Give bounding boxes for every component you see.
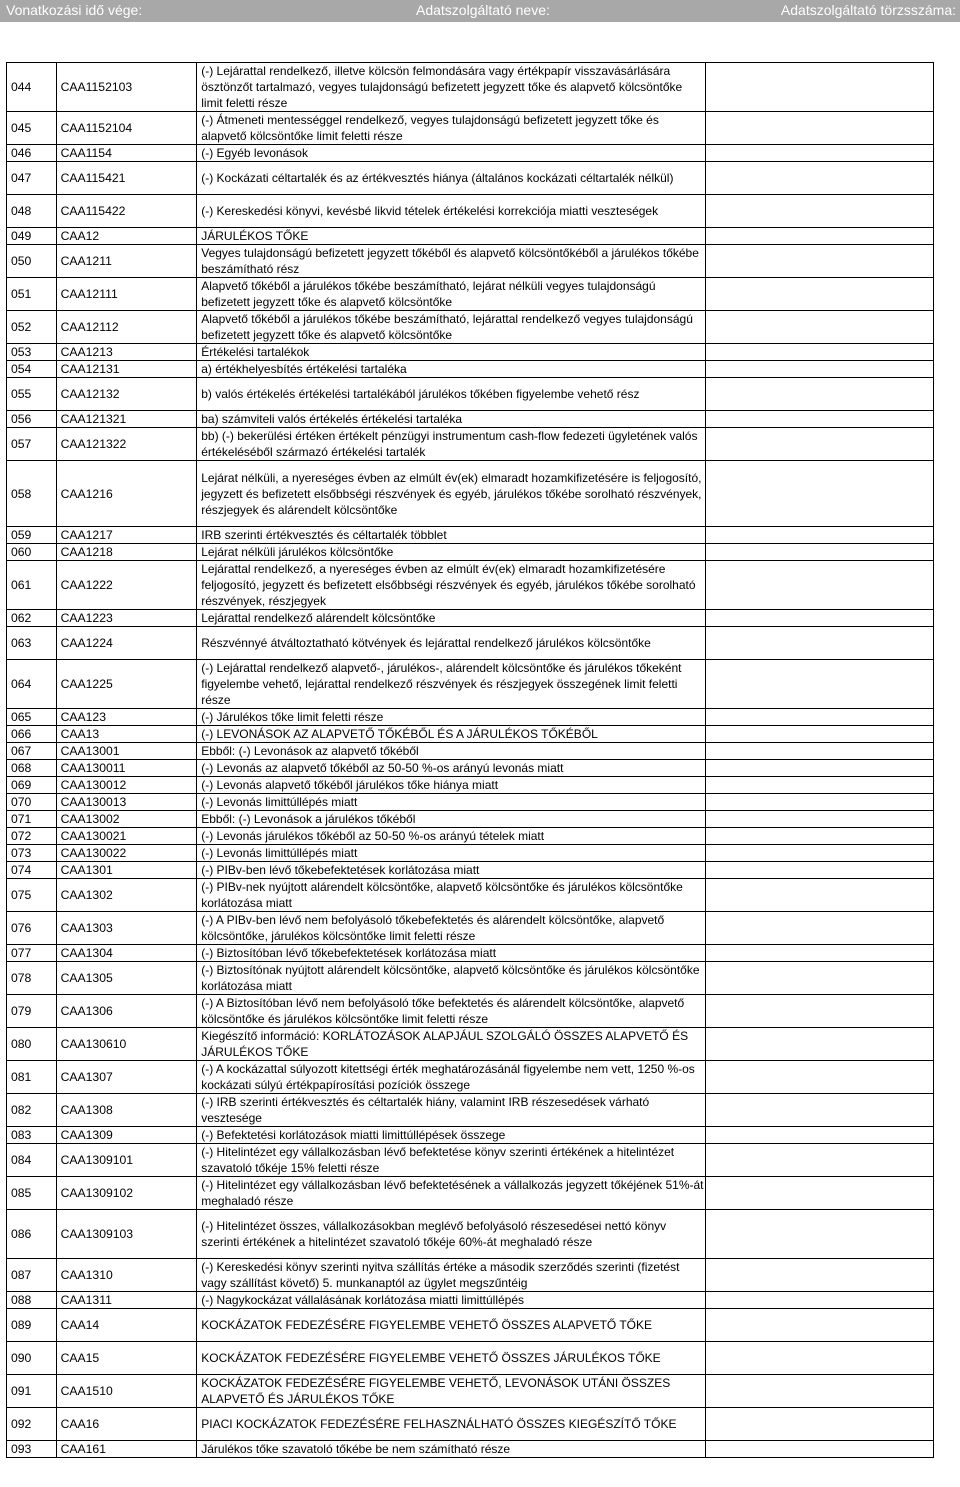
row-number: 065 [7, 709, 57, 726]
row-code: CAA1217 [56, 527, 197, 544]
row-description: KOCKÁZATOK FEDEZÉSÉRE FIGYELEMBE VEHETŐ ÖSSZES JÁRULÉKOS TŐKE [197, 1342, 706, 1375]
row-code: CAA12131 [56, 361, 197, 378]
row-number: 093 [7, 1441, 57, 1458]
row-number: 083 [7, 1127, 57, 1144]
row-description: (-) Levonás limittúllépés miatt [197, 845, 706, 862]
row-value-cell[interactable] [706, 195, 934, 228]
table-row [7, 1094, 934, 1127]
row-description: (-) Egyéb levonások [197, 145, 706, 162]
row-value-cell[interactable] [706, 1408, 934, 1441]
row-code: CAA12111 [56, 278, 197, 311]
row-value-cell[interactable] [706, 428, 934, 461]
row-value-cell[interactable] [706, 1094, 934, 1127]
row-value-cell[interactable] [706, 845, 934, 862]
table-row [7, 544, 934, 561]
table-row [7, 1177, 934, 1210]
report-header-bar [0, 0, 960, 22]
row-number: 056 [7, 411, 57, 428]
row-code: CAA1309102 [56, 1177, 197, 1210]
table-row [7, 527, 934, 544]
row-number: 050 [7, 245, 57, 278]
row-value-cell[interactable] [706, 1342, 934, 1375]
row-code: CAA130021 [56, 828, 197, 845]
table-row [7, 228, 934, 245]
table-row [7, 1061, 934, 1094]
table-row [7, 1028, 934, 1061]
row-value-cell[interactable] [706, 1259, 934, 1292]
row-code: CAA16 [56, 1408, 197, 1441]
row-number: 082 [7, 1094, 57, 1127]
table-row [7, 845, 934, 862]
row-value-cell[interactable] [706, 760, 934, 777]
row-value-cell[interactable] [706, 112, 934, 145]
row-code: CAA13002 [56, 811, 197, 828]
row-number: 092 [7, 1408, 57, 1441]
row-description: (-) A PIBv-ben lévő nem befolyásoló tőkebefektetés és alárendelt kölcsöntőke, alapvető kölcsöntőke, járulékos kölcsöntőke limit feletti része [197, 912, 706, 945]
row-number: 062 [7, 610, 57, 627]
row-number: 054 [7, 361, 57, 378]
row-description: (-) PIBv-ben lévő tőkebefektetések korlátozása miatt [197, 862, 706, 879]
table-row [7, 1259, 934, 1292]
row-code: CAA1223 [56, 610, 197, 627]
row-value-cell[interactable] [706, 995, 934, 1028]
row-value-cell[interactable] [706, 962, 934, 995]
row-value-cell[interactable] [706, 743, 934, 760]
row-number: 079 [7, 995, 57, 1028]
row-value-cell[interactable] [706, 278, 934, 311]
row-code: CAA1304 [56, 945, 197, 962]
row-value-cell[interactable] [706, 912, 934, 945]
row-value-cell[interactable] [706, 1309, 934, 1342]
row-code: CAA12 [56, 228, 197, 245]
row-code: CAA115421 [56, 162, 197, 195]
table-row [7, 1342, 934, 1375]
table-row [7, 378, 934, 411]
row-value-cell[interactable] [706, 879, 934, 912]
table-row [7, 811, 934, 828]
table-row [7, 1144, 934, 1177]
row-code: CAA130022 [56, 845, 197, 862]
row-number: 052 [7, 311, 57, 344]
row-code: CAA15 [56, 1342, 197, 1375]
table-row [7, 311, 934, 344]
capital-items-table [6, 62, 934, 1458]
row-number: 066 [7, 726, 57, 743]
row-number: 044 [7, 63, 57, 112]
row-description: bb) (-) bekerülési értéken értékelt pénzügyi instrumentum cash-flow fedezeti ügyletének valós értékeléséből származó értékelési tartalék [197, 428, 706, 461]
row-number: 061 [7, 561, 57, 610]
row-value-cell[interactable] [706, 411, 934, 428]
row-value-cell[interactable] [706, 1177, 934, 1210]
table-row [7, 743, 934, 760]
row-value-cell[interactable] [706, 63, 934, 112]
table-row [7, 561, 934, 610]
row-number: 077 [7, 945, 57, 962]
row-code: CAA1224 [56, 627, 197, 660]
row-description: Lejárattal rendelkező alárendelt kölcsöntőke [197, 610, 706, 627]
row-value-cell[interactable] [706, 862, 934, 879]
row-description: ba) számviteli valós értékelés értékelési tartaléka [197, 411, 706, 428]
table-row [7, 660, 934, 709]
row-value-cell[interactable] [706, 361, 934, 378]
row-description: (-) Levonás limittúllépés miatt [197, 794, 706, 811]
row-description: Részvénnyé átváltoztatható kötvények és lejárattal rendelkező járulékos kölcsöntőke [197, 627, 706, 660]
row-description: (-) Hitelintézet egy vállalkozásban lévő befektetése könyv szerinti értékének a hitelintézet szavatoló tőkéje 15% feletti része [197, 1144, 706, 1177]
row-description: (-) Hitelintézet összes, vállalkozásokban meglévő befolyásoló részesedései nettó könyv szerinti értékének a hitelintézet szavatoló tőkéje 60%-át meghaladó része [197, 1210, 706, 1259]
row-number: 067 [7, 743, 57, 760]
table-row [7, 945, 934, 962]
row-code: CAA1218 [56, 544, 197, 561]
row-description: IRB szerinti értékvesztés és céltartalék többlet [197, 527, 706, 544]
row-value-cell[interactable] [706, 344, 934, 361]
row-value-cell[interactable] [706, 162, 934, 195]
row-value-cell[interactable] [706, 1028, 934, 1061]
table-row [7, 63, 934, 112]
row-description: (-) Levonás az alapvető tőkéből az 50-50 %-os arányú levonás miatt [197, 760, 706, 777]
row-description: Vegyes tulajdonságú befizetett jegyzett tőkéből és alapvető kölcsöntőkéből a járulékos tőkébe beszámítható rész [197, 245, 706, 278]
row-value-cell[interactable] [706, 828, 934, 845]
row-value-cell[interactable] [706, 945, 934, 962]
row-number: 069 [7, 777, 57, 794]
row-code: CAA1154 [56, 145, 197, 162]
row-code: CAA1305 [56, 962, 197, 995]
row-description: (-) Kereskedési könyv szerinti nyitva szállítás értéke a második szerződés szerinti (fizetést vagy szállítást követő) 5. munkanaptól az ügylet megszűntéig [197, 1259, 706, 1292]
row-description: (-) A kockázattal súlyozott kitettségi érték meghatározásánál figyelembe nem vett, 1250 %-os kockázati súlyú értékpapírosítási pozíciók összege [197, 1061, 706, 1094]
row-number: 074 [7, 862, 57, 879]
row-description: (-) PIBv-nek nyújtott alárendelt kölcsöntőke, alapvető kölcsöntőke és járulékos kölcsöntőke korlátozása miatt [197, 879, 706, 912]
row-value-cell[interactable] [706, 544, 934, 561]
row-description: (-) A Biztosítóban lévő nem befolyásoló tőke befektetés és alárendelt kölcsöntőke, alapvető kölcsöntőke és járulékos kölcsöntőke limit feletti része [197, 995, 706, 1028]
row-code: CAA1216 [56, 461, 197, 527]
row-description: (-) LEVONÁSOK AZ ALAPVETŐ TŐKÉBŐL ÉS A JÁRULÉKOS TŐKÉBŐL [197, 726, 706, 743]
row-code: CAA1309101 [56, 1144, 197, 1177]
row-value-cell[interactable] [706, 811, 934, 828]
row-description: (-) Levonás alapvető tőkéből járulékos tőke hiánya miatt [197, 777, 706, 794]
row-code: CAA1211 [56, 245, 197, 278]
row-number: 086 [7, 1210, 57, 1259]
table-row [7, 912, 934, 945]
row-description: (-) Lejárattal rendelkező alapvető-, járulékos-, alárendelt kölcsöntőke és járulékos tőkeként figyelembe vehető, lejárattal rendelkező részvények és részjegyek összegének limit feletti része [197, 660, 706, 709]
table-row [7, 361, 934, 378]
table-row [7, 245, 934, 278]
row-code: CAA121321 [56, 411, 197, 428]
table-row [7, 794, 934, 811]
row-code: CAA115422 [56, 195, 197, 228]
row-description: (-) Biztosítónak nyújtott alárendelt kölcsöntőke, alapvető kölcsöntőke és járulékos kölcsöntőke korlátozása miatt [197, 962, 706, 995]
table-row [7, 962, 934, 995]
row-code: CAA12112 [56, 311, 197, 344]
row-code: CAA161 [56, 1441, 197, 1458]
row-code: CAA1303 [56, 912, 197, 945]
row-number: 051 [7, 278, 57, 311]
row-number: 055 [7, 378, 57, 411]
row-code: CAA1307 [56, 1061, 197, 1094]
row-number: 087 [7, 1259, 57, 1292]
row-number: 084 [7, 1144, 57, 1177]
table-row [7, 1375, 934, 1408]
row-code: CAA13 [56, 726, 197, 743]
table-row [7, 709, 934, 726]
row-value-cell[interactable] [706, 561, 934, 610]
table-row [7, 1292, 934, 1309]
row-number: 048 [7, 195, 57, 228]
row-number: 075 [7, 879, 57, 912]
row-code: CAA130012 [56, 777, 197, 794]
row-code: CAA1310 [56, 1259, 197, 1292]
row-description: Lejárattal rendelkező, a nyereséges évben az elmúlt év(ek) elmaradt hozamkifizetésére feljogosító, jegyzett és befizetett elsőbbségi részvények és egyéb, járulékos tőkébe sorolható részvények, részjegyek [197, 561, 706, 610]
table-row [7, 777, 934, 794]
table-row [7, 828, 934, 845]
row-value-cell[interactable] [706, 527, 934, 544]
table-row [7, 411, 934, 428]
row-number: 078 [7, 962, 57, 995]
row-value-cell[interactable] [706, 145, 934, 162]
row-number: 072 [7, 828, 57, 845]
row-description: (-) Kereskedési könyvi, kevésbé likvid tételek értékelési korrekciója miatti veszteségek [197, 195, 706, 228]
row-value-cell[interactable] [706, 311, 934, 344]
row-code: CAA1309103 [56, 1210, 197, 1259]
table-row [7, 760, 934, 777]
row-value-cell[interactable] [706, 378, 934, 411]
row-description: (-) Befektetési korlátozások miatti limittúllépések összege [197, 1127, 706, 1144]
row-description: (-) Biztosítóban lévő tőkebefektetések korlátozása miatt [197, 945, 706, 962]
provider-id-label: Adatszolgáltató törzsszáma: [780, 2, 956, 18]
row-description: (-) Nagykockázat vállalásának korlátozása miatti limittúllépés [197, 1292, 706, 1309]
row-code: CAA1301 [56, 862, 197, 879]
row-code: CAA1302 [56, 879, 197, 912]
row-value-cell[interactable] [706, 228, 934, 245]
row-number: 057 [7, 428, 57, 461]
table-row [7, 1441, 934, 1458]
provider-name-label: Adatszolgáltató neve: [416, 2, 550, 18]
row-code: CAA1213 [56, 344, 197, 361]
row-description: Lejárat nélküli járulékos kölcsöntőke [197, 544, 706, 561]
table-row [7, 879, 934, 912]
row-description: Alapvető tőkéből a járulékos tőkébe beszámítható, lejárat nélküli vegyes tulajdonságú befizetett jegyzett tőke és alapvető kölcsöntőke [197, 278, 706, 311]
row-code: CAA1311 [56, 1292, 197, 1309]
row-number: 059 [7, 527, 57, 544]
row-value-cell[interactable] [706, 1061, 934, 1094]
row-number: 089 [7, 1309, 57, 1342]
row-code: CAA12132 [56, 378, 197, 411]
period-end-label: Vonatkozási idő vége: [6, 2, 143, 18]
row-number: 053 [7, 344, 57, 361]
row-description: (-) Levonás járulékos tőkéből az 50-50 %-os arányú tételek miatt [197, 828, 706, 845]
row-description: Kiegészítő információ: KORLÁTOZÁSOK ALAPJÁUL SZOLGÁLÓ ÖSSZES ALAPVETŐ ÉS JÁRULÉKOS TŐKE [197, 1028, 706, 1061]
row-number: 049 [7, 228, 57, 245]
row-code: CAA130011 [56, 760, 197, 777]
row-number: 068 [7, 760, 57, 777]
row-value-cell[interactable] [706, 245, 934, 278]
row-number: 060 [7, 544, 57, 561]
row-code: CAA1306 [56, 995, 197, 1028]
row-number: 046 [7, 145, 57, 162]
row-number: 088 [7, 1292, 57, 1309]
row-description: (-) IRB szerinti értékvesztés és céltartalék hiány, valamint IRB részesedések várható vesztesége [197, 1094, 706, 1127]
row-description: Ebből: (-) Levonások a járulékos tőkéből [197, 811, 706, 828]
row-number: 076 [7, 912, 57, 945]
row-code: CAA1309 [56, 1127, 197, 1144]
table-row [7, 1309, 934, 1342]
table-row [7, 461, 934, 527]
row-number: 047 [7, 162, 57, 195]
table-row [7, 278, 934, 311]
table-row [7, 862, 934, 879]
row-value-cell[interactable] [706, 1441, 934, 1458]
row-value-cell[interactable] [706, 1210, 934, 1259]
row-code: CAA14 [56, 1309, 197, 1342]
row-code: CAA1510 [56, 1375, 197, 1408]
table-row [7, 428, 934, 461]
table-row [7, 344, 934, 361]
row-code: CAA121322 [56, 428, 197, 461]
row-number: 090 [7, 1342, 57, 1375]
table-row [7, 195, 934, 228]
row-value-cell[interactable] [706, 726, 934, 743]
row-value-cell[interactable] [706, 794, 934, 811]
row-description: (-) Hitelintézet egy vállalkozásban lévő befektetésének a vállalkozás jegyzett tőkéjének 51%-át meghaladó része [197, 1177, 706, 1210]
row-value-cell[interactable] [706, 777, 934, 794]
row-code: CAA13001 [56, 743, 197, 760]
row-number: 058 [7, 461, 57, 527]
row-value-cell[interactable] [706, 461, 934, 527]
row-code: CAA1152104 [56, 112, 197, 145]
row-code: CAA130013 [56, 794, 197, 811]
row-description: (-) Átmeneti mentességgel rendelkező, vegyes tulajdonságú befizetett jegyzett tőke és alapvető kölcsöntőke limit feletti része [197, 112, 706, 145]
row-value-cell[interactable] [706, 627, 934, 660]
table-row [7, 610, 934, 627]
table-row [7, 627, 934, 660]
row-description: KOCKÁZATOK FEDEZÉSÉRE FIGYELEMBE VEHETŐ ÖSSZES ALAPVETŐ TŐKE [197, 1309, 706, 1342]
row-code: CAA1152103 [56, 63, 197, 112]
row-description: (-) Kockázati céltartalék és az értékvesztés hiánya (általános kockázati céltartalék nélkül) [197, 162, 706, 195]
table-row [7, 1408, 934, 1441]
row-description: KOCKÁZATOK FEDEZÉSÉRE FIGYELEMBE VEHETŐ, LEVONÁSOK UTÁNI ÖSSZES ALAPVETŐ ÉS JÁRULÉKOS TŐKE [197, 1375, 706, 1408]
row-number: 080 [7, 1028, 57, 1061]
row-value-cell[interactable] [706, 660, 934, 709]
table-row [7, 145, 934, 162]
table-row [7, 1127, 934, 1144]
row-number: 070 [7, 794, 57, 811]
row-description: (-) Lejárattal rendelkező, illetve kölcsön felmondására vagy értékpapír visszavásárlására ösztönzőt tartalmazó, vegyes tulajdonságú befizetett jegyzett tőke és alapvető kölcsöntőke limit feletti része [197, 63, 706, 112]
row-description: PIACI KOCKÁZATOK FEDEZÉSÉRE FELHASZNÁLHATÓ ÖSSZES KIEGÉSZÍTŐ TŐKE [197, 1408, 706, 1441]
row-value-cell[interactable] [706, 1144, 934, 1177]
row-value-cell[interactable] [706, 1292, 934, 1309]
row-value-cell[interactable] [706, 709, 934, 726]
table-row [7, 1210, 934, 1259]
table-row [7, 162, 934, 195]
row-description: Alapvető tőkéből a járulékos tőkébe beszámítható, lejárattal rendelkező vegyes tulajdonságú befizetett jegyzett tőke és alapvető kölcsöntőke [197, 311, 706, 344]
row-number: 091 [7, 1375, 57, 1408]
row-description: JÁRULÉKOS TŐKE [197, 228, 706, 245]
row-code: CAA123 [56, 709, 197, 726]
table-row [7, 726, 934, 743]
row-number: 045 [7, 112, 57, 145]
row-code: CAA1222 [56, 561, 197, 610]
row-value-cell[interactable] [706, 1375, 934, 1408]
row-description: Lejárat nélküli, a nyereséges évben az elmúlt év(ek) elmaradt hozamkifizetésére is feljogosító, jegyzett és befizetett elsőbbségi részvények és egyéb, járulékos tőkébe sorolható részvények, részjegyek és alárendelt kölcsöntőke [197, 461, 706, 527]
table-row [7, 112, 934, 145]
row-code: CAA130610 [56, 1028, 197, 1061]
row-description: Ebből: (-) Levonások az alapvető tőkéből [197, 743, 706, 760]
row-number: 081 [7, 1061, 57, 1094]
row-description: Járulékos tőke szavatoló tőkébe be nem számítható része [197, 1441, 706, 1458]
row-value-cell[interactable] [706, 1127, 934, 1144]
row-description: (-) Járulékos tőke limit feletti része [197, 709, 706, 726]
row-number: 063 [7, 627, 57, 660]
table-row [7, 995, 934, 1028]
row-value-cell[interactable] [706, 610, 934, 627]
row-number: 085 [7, 1177, 57, 1210]
row-number: 064 [7, 660, 57, 709]
row-number: 073 [7, 845, 57, 862]
row-description: a) értékhelyesbítés értékelési tartaléka [197, 361, 706, 378]
row-code: CAA1308 [56, 1094, 197, 1127]
row-number: 071 [7, 811, 57, 828]
row-description: Értékelési tartalékok [197, 344, 706, 361]
row-description: b) valós értékelés értékelési tartalékából járulékos tőkében figyelembe vehető rész [197, 378, 706, 411]
row-code: CAA1225 [56, 660, 197, 709]
